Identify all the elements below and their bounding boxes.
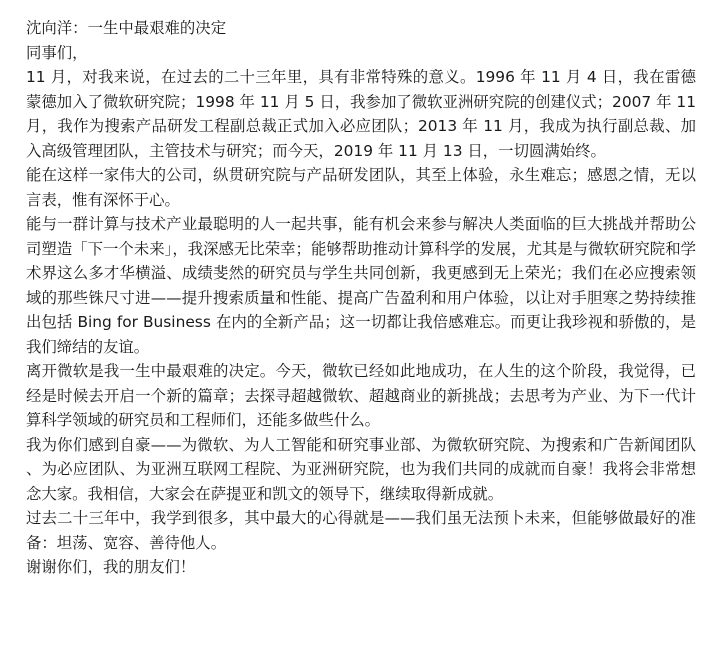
paragraph-3: 能与一群计算与技术产业最聪明的人一起共事，能有机会来参与解决人类面临的巨大挑战并帮助公司塑造「下一个未来」，我深感无比荣幸；能够帮助推动计算科学的发展，尤其是与微软研究院和学术界这么多才华横溢、成绩斐然的研究员与学生共同创新，我更感到无上荣光；我们在必应搜索领域的那些铢尺寸进——提升搜索质量和性能、提高广告盈利和用户体验，以让对手胆寒之势持续推出包括 Bing for Business 在内的全新产品；这一切都让我倍感难忘。而更让我珍视和骄傲的，是我们缔结的友谊。 — [26, 215, 696, 356]
paragraph-1: 11 月，对我来说，在过去的二十三年里，具有非常特殊的意义。1996 年 11 月 4 日，我在雷德蒙德加入了微软研究院；1998 年 11 月 5 日，我参加了微软亚洲研究院的创建仪式；2007 年 11 月，我作为搜索产品研发工程副总裁正式加入必应团队；2013 年 11 月，我成为执行副总裁、加入高级管理团队，主管技术与研究；而今天，2019 年 11 月 13 日，一切圆满始终。 — [26, 68, 696, 160]
letter-title: 沈向洋：一生中最艰难的决定 — [26, 19, 227, 37]
paragraph-2: 能在这样一家伟大的公司，纵贯研究院与产品研发团队，其至上体验，永生难忘；感恩之情，无以言表，惟有深怀于心。 — [26, 166, 696, 209]
salutation: 同事们， — [26, 43, 88, 62]
paragraph-4: 离开微软是我一生中最艰难的决定。今天，微软已经如此地成功，在人生的这个阶段，我觉得，已经是时候去开启一个新的篇章；去探寻超越微软、超越商业的新挑战；去思考为产业、为下一代计算科学领域的研究员和工程师们，还能多做些什么。 — [26, 362, 696, 429]
paragraph-6: 过去二十三年中，我学到很多，其中最大的心得就是——我们虽无法预卜未来，但能够做最好的准备：坦荡、宽容、善待他人。 — [26, 509, 696, 552]
paragraph-5: 我为你们感到自豪——为微软、为人工智能和研究事业部、为微软研究院、为搜索和广告新闻团队、为必应团队、为亚洲互联网工程院、为亚洲研究院，也为我们共同的成就而自豪！我将会非常想念大家。我相信，大家会在萨提亚和凯文的领导下，继续取得新成就。 — [26, 435, 696, 503]
closing-line: 谢谢你们，我的朋友们！ — [26, 558, 196, 576]
